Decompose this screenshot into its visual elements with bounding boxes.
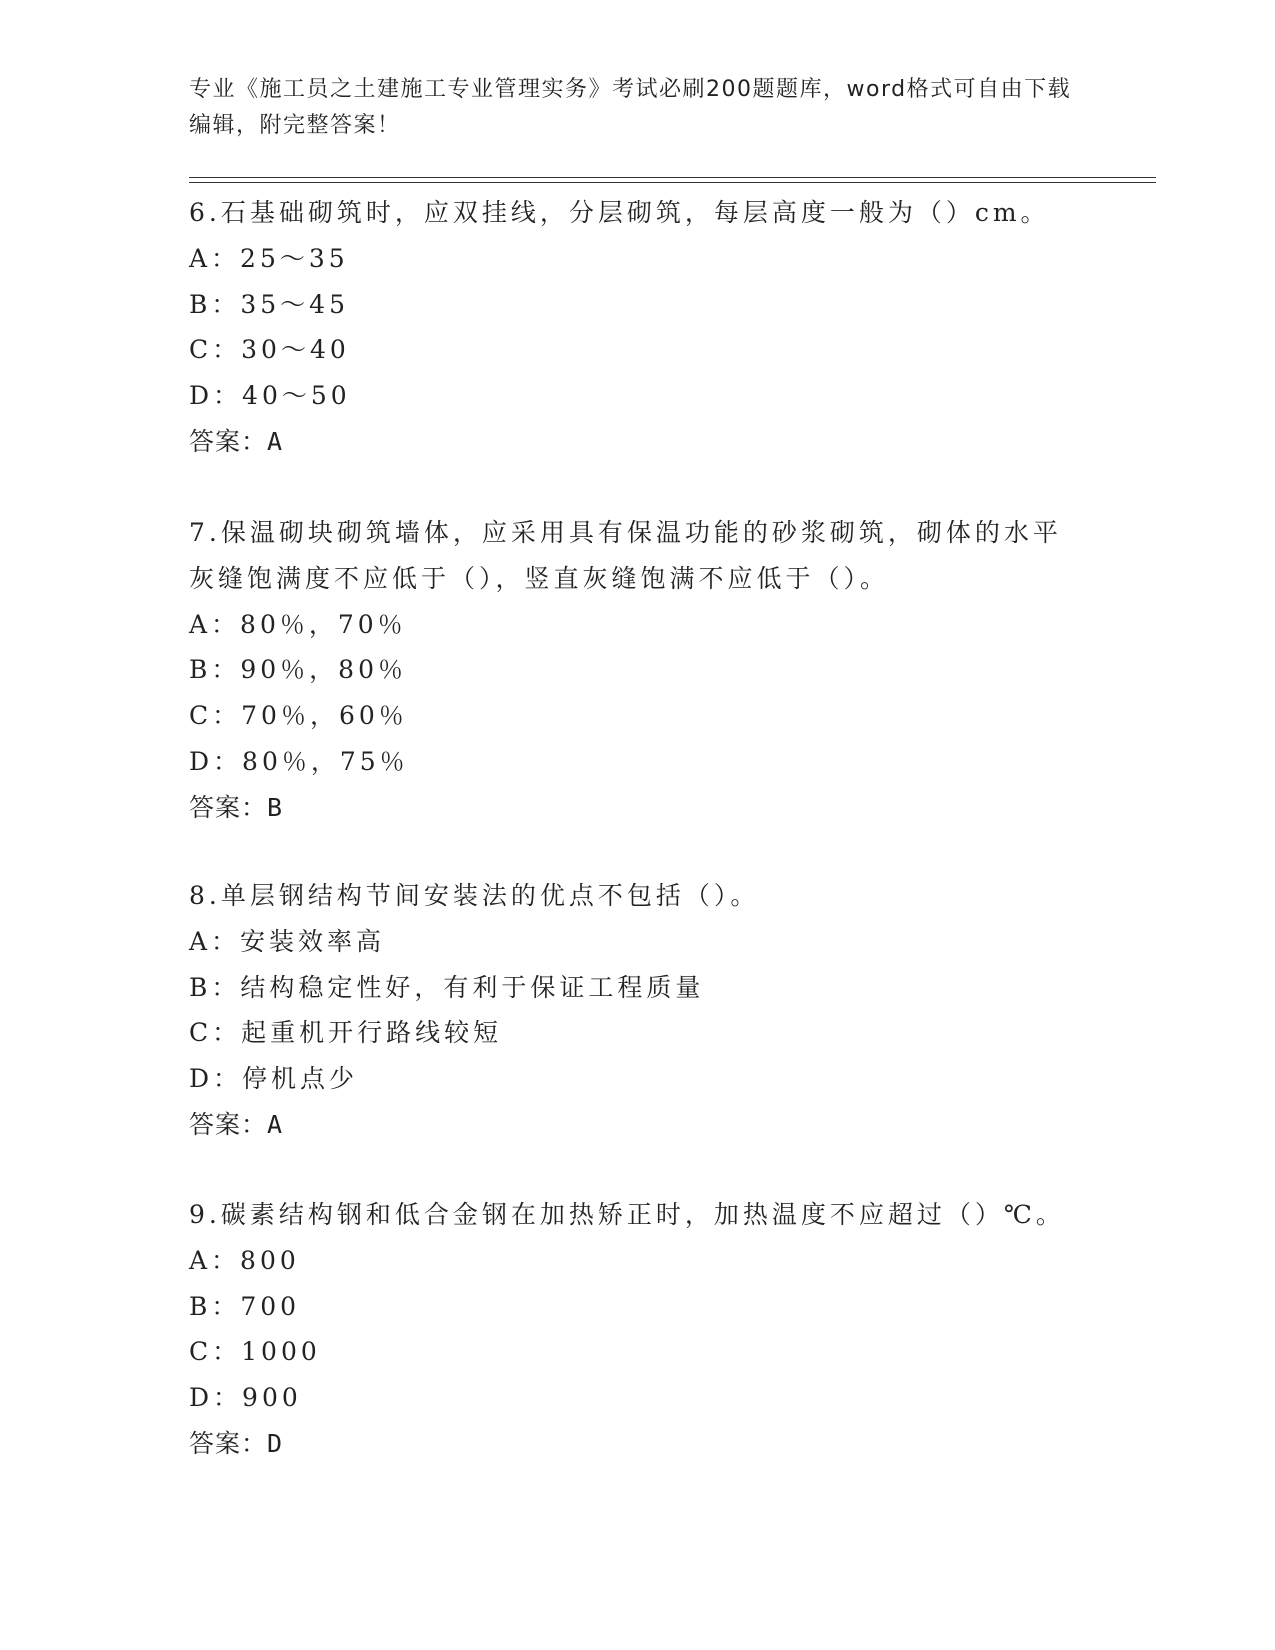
header-divider-top [189, 177, 1156, 178]
option-a: A：80％，70％ [189, 609, 407, 639]
question-stem: 6.石基础砌筑时，应双挂线，分层砌筑，每层高度一般为（）cm。 [189, 198, 1050, 227]
option-a: A：25～35 [189, 243, 349, 273]
option-c: C：1000 [189, 1337, 321, 1367]
answer-value: B [267, 792, 284, 822]
answer-line [189, 419, 1089, 465]
answer-line [189, 785, 1089, 831]
answer-value: D [267, 1428, 284, 1458]
question-8 [189, 873, 1089, 1148]
option-b: B：35～45 [189, 289, 349, 319]
answer-value: A [267, 426, 284, 456]
option-b: B：90％，80％ [189, 655, 407, 685]
header-text: 专业《施工员之土建施工专业管理实务》考试必刷200题题库，word格式可自由下载编辑，附完整答案！ [189, 77, 1072, 138]
option-d: D：80％，75％ [189, 746, 409, 776]
option-d: D：40～50 [189, 381, 351, 411]
option-c: C：70％，60％ [189, 701, 408, 731]
question-stem: 7.保温砌块砌筑墙体，应采用具有保温功能的砂浆砌筑，砌体的水平灰缝饱满度不应低于（），竖直灰缝饱满不应低于（）。 [189, 518, 1062, 593]
answer-label: 答案： [189, 792, 268, 822]
document-header [189, 72, 1089, 144]
question-9 [189, 1192, 1089, 1467]
answer-label: 答案： [189, 426, 268, 456]
question-7 [189, 510, 1089, 831]
option-c: C：起重机开行路线较短 [189, 1018, 503, 1048]
option-b: B：结构稳定性好，有利于保证工程质量 [189, 972, 705, 1002]
option-d: D：停机点少 [189, 1064, 359, 1094]
answer-label: 答案： [189, 1428, 268, 1458]
option-b: B：700 [189, 1291, 301, 1321]
option-a: A：800 [189, 1245, 300, 1275]
option-a: A：安装效率高 [189, 926, 386, 956]
option-d: D：900 [189, 1383, 302, 1413]
option-c: C：30～40 [189, 335, 350, 365]
answer-line [189, 1421, 1089, 1467]
answer-label: 答案： [189, 1109, 268, 1139]
answer-value: A [267, 1109, 284, 1139]
question-stem: 8.单层钢结构节间安装法的优点不包括（）。 [189, 881, 760, 910]
question-stem: 9.碳素结构钢和低合金钢在加热矫正时，加热温度不应超过（）℃。 [189, 1200, 1065, 1229]
header-divider-bottom [189, 182, 1156, 183]
question-6 [189, 190, 1089, 465]
answer-line [189, 1102, 1089, 1148]
